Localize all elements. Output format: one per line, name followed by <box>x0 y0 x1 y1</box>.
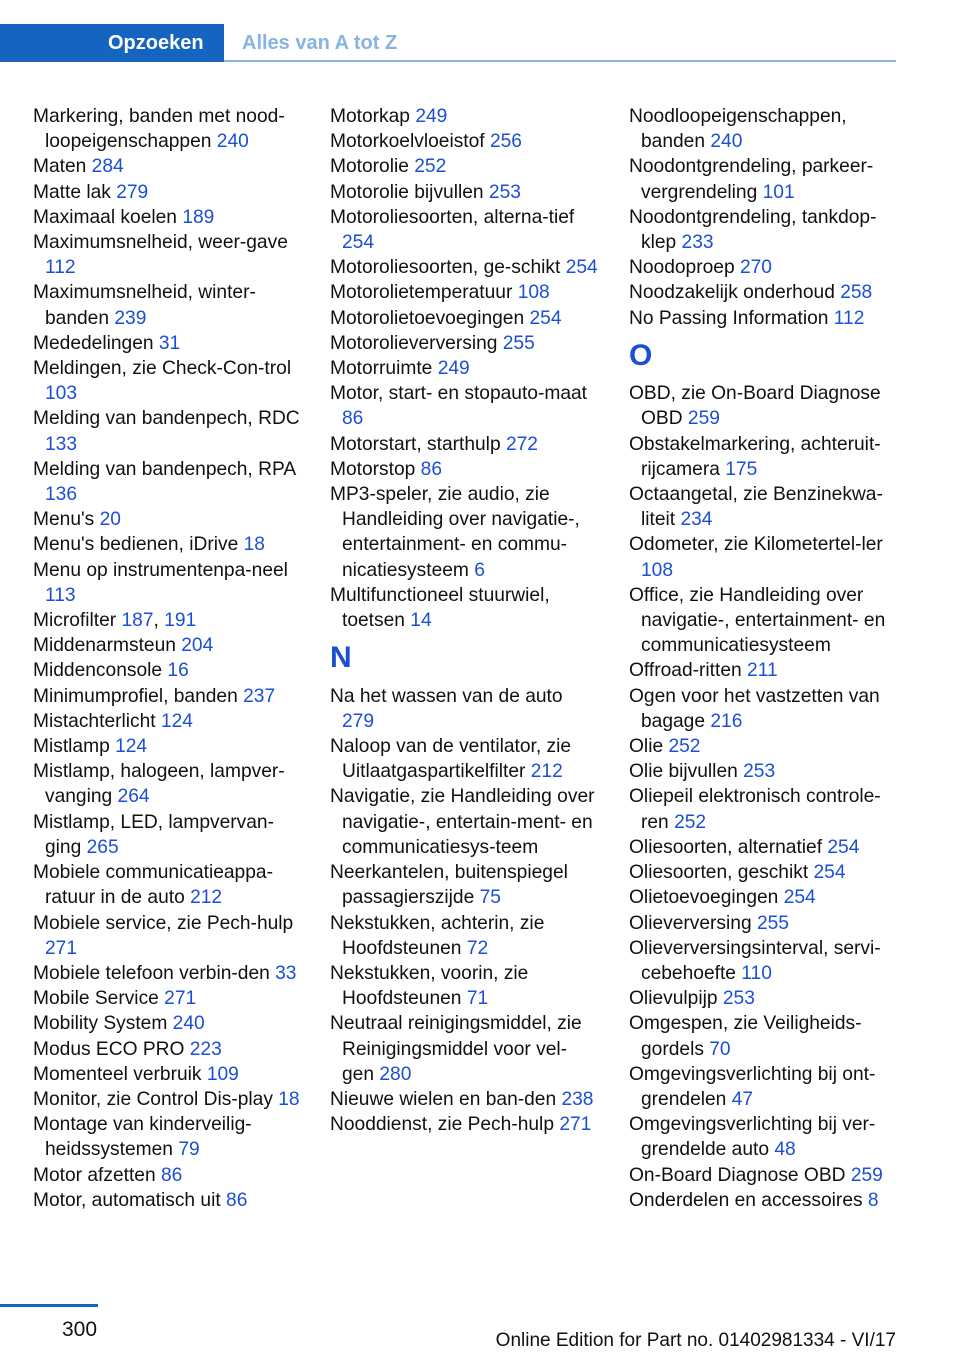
index-term: Motorkap <box>330 106 416 127</box>
index-entry <box>33 1163 301 1188</box>
page-link[interactable]: 238 <box>561 1088 594 1110</box>
index-entry <box>330 784 598 860</box>
index-entry <box>629 885 897 910</box>
index-term: Office, zie Handleiding over navigatie-, entertainment- en communicatiesysteem <box>629 584 886 657</box>
page-link[interactable]: 272 <box>505 433 538 455</box>
index-term: Motorolie <box>330 156 415 178</box>
page-link[interactable]: 256 <box>489 131 522 153</box>
page-link[interactable]: 18 <box>278 1088 300 1110</box>
index-term: Mobiele telefoon verbin‐den <box>33 962 276 984</box>
page-link[interactable]: 253 <box>743 761 776 783</box>
index-term: Matte lak <box>33 181 117 203</box>
index-term: Oliesoorten, alternatief <box>629 836 828 858</box>
index-term: Octaangetal, zie Benzinekwa‐liteit <box>629 484 883 531</box>
index-entry <box>33 986 301 1011</box>
page-link[interactable]: 20 <box>99 509 121 531</box>
index-term: Modus ECO PRO <box>33 1038 190 1060</box>
page-link[interactable]: 133 <box>45 433 78 455</box>
page-link[interactable]: 189 <box>182 206 215 228</box>
page-link[interactable]: 33 <box>275 962 297 984</box>
index-term: Odometer, zie Kilometertel‐ler <box>629 534 883 556</box>
page-link[interactable]: 71 <box>466 988 489 1010</box>
page-link[interactable]: 103 <box>45 383 78 405</box>
page-link[interactable]: 86 <box>342 408 364 430</box>
index-entry <box>33 180 301 205</box>
index-term: Olievulpijp <box>629 988 723 1010</box>
index-entry <box>629 205 897 255</box>
page-link[interactable]: 212 <box>190 887 223 909</box>
index-entry <box>629 759 897 784</box>
page-link[interactable]: 240 <box>710 131 743 153</box>
index-entry <box>33 532 301 557</box>
index-term: Navigatie, zie Handleiding over navigatie-, entertain‐ment- en communicatiesys‐teem <box>330 786 595 858</box>
index-term: Noodloopeigenschappen, banden <box>629 106 847 153</box>
index-term: Offroad-ritten <box>629 660 748 682</box>
index-entry <box>33 1011 301 1036</box>
index-entry <box>629 986 897 1011</box>
index-term: Mistlamp <box>33 736 116 758</box>
index-term: Nekstukken, achterin, zie Hoofdsteunen <box>330 912 545 959</box>
index-entry <box>33 280 301 330</box>
index-entry <box>33 1037 301 1062</box>
index-term: Olietoevoegingen <box>629 887 784 909</box>
page-link[interactable]: 237 <box>243 685 276 707</box>
index-term: Motorolieverversing <box>330 332 503 354</box>
index-term: Monitor, zie Control Dis‐play <box>33 1088 279 1110</box>
index-term: Momenteel verbruik <box>33 1063 207 1085</box>
page-link[interactable]: 18 <box>243 534 265 556</box>
index-entry <box>33 1188 301 1213</box>
header-tabs <box>0 24 960 62</box>
index-column-2 <box>330 104 598 1137</box>
index-term: MP3-speler, zie audio, zie Handleiding over navigatie-, entertainment- en commu‐nicatiesysteem <box>330 484 580 581</box>
index-column-3 <box>629 104 897 1213</box>
index-term: Olie bijvullen <box>629 761 744 783</box>
page-link[interactable]: 249 <box>437 358 470 380</box>
index-term: No Passing Information <box>629 307 834 329</box>
section-letter: O <box>629 338 653 372</box>
index-entry <box>629 1011 897 1061</box>
index-term: Menu's <box>33 509 100 531</box>
page-link[interactable]: 204 <box>181 635 214 657</box>
index-entry <box>330 432 598 457</box>
index-entry <box>33 230 301 280</box>
index-entry <box>629 1062 897 1112</box>
index-entry <box>330 684 598 734</box>
page-link[interactable]: 70 <box>709 1038 731 1060</box>
edition-note: Online Edition for Part no. 01402981334 - VI/17 <box>495 1330 896 1351</box>
index-term: Ogen voor het vastzetten van bagage <box>629 685 880 732</box>
index-term: Motorstop <box>330 458 421 480</box>
index-term: Multifunctioneel stuurwiel, toetsen <box>330 584 550 632</box>
index-term: Obstakelmarkering, achteruit‐rijcamera <box>629 433 881 480</box>
index-entry <box>629 482 897 532</box>
index-term: Markering, banden met nood‐loopeigenschappen <box>33 106 285 153</box>
page-link[interactable]: 124 <box>160 710 193 732</box>
index-entry <box>629 1163 897 1188</box>
index-term: Maten <box>33 156 92 178</box>
page-link[interactable]: 175 <box>725 458 758 480</box>
page-link[interactable]: 8 <box>867 1189 879 1211</box>
page-link[interactable]: 234 <box>680 509 713 531</box>
index-term: Middenconsole <box>33 660 168 682</box>
index-term: Noodoproep <box>629 257 740 279</box>
index-entry <box>33 356 301 406</box>
page-link[interactable]: 284 <box>91 156 124 178</box>
index-term: Motorolietoevoegingen <box>330 307 530 329</box>
index-entry <box>33 860 301 910</box>
page-link[interactable]: 252 <box>674 811 707 833</box>
index-term: Motor afzetten <box>33 1164 161 1186</box>
page-link[interactable]: 239 <box>114 307 147 329</box>
page-link[interactable]: 86 <box>420 458 442 480</box>
index-term: Motorolie bijvullen <box>330 181 489 203</box>
tab-alles-van-a-tot-z[interactable]: Alles van A tot Z <box>242 32 398 54</box>
page-link[interactable]: 254 <box>529 307 562 329</box>
index-term: Motorstart, starthulp <box>330 433 506 455</box>
index-entry <box>330 860 598 910</box>
index-entry <box>629 532 897 582</box>
page-link[interactable]: 14 <box>410 610 432 632</box>
index-entry <box>629 381 897 431</box>
index-entry <box>330 381 598 431</box>
page-link[interactable]: 252 <box>414 156 447 178</box>
index-entry <box>629 1112 897 1162</box>
index-term: Na het wassen van de auto <box>330 685 563 707</box>
index-entry <box>330 129 598 154</box>
page-link[interactable]: 108 <box>641 559 674 581</box>
page-link[interactable]: 108 <box>517 282 550 304</box>
index-term: Olieverversingsinterval, servi‐cebehoefte <box>629 937 881 984</box>
page-link[interactable]: 254 <box>783 887 816 909</box>
index-entry <box>33 1062 301 1087</box>
index-entry <box>33 633 301 658</box>
page-link[interactable]: 254 <box>342 232 375 254</box>
index-term: Nieuwe wielen en ban‐den <box>330 1088 562 1110</box>
index-entry <box>33 205 301 230</box>
page-link[interactable]: 271 <box>164 988 197 1010</box>
page-link[interactable]: 233 <box>681 232 714 254</box>
page-link[interactable]: 253 <box>488 181 521 203</box>
tab-opzoeken[interactable]: Opzoeken <box>0 24 224 62</box>
index-entry <box>629 860 897 885</box>
index-entry <box>33 734 301 759</box>
index-term: Omgevingsverlichting bij ont‐grendelen <box>629 1063 876 1110</box>
index-entry <box>33 1087 301 1112</box>
page-link[interactable]: 258 <box>840 282 873 304</box>
index-term: Mistachterlicht <box>33 710 161 732</box>
index-term: Motorolietemperatuur <box>330 282 518 304</box>
index-column-1 <box>33 104 301 1213</box>
index-term: Neerkantelen, buitenspiegel passagierszijde <box>330 862 568 909</box>
page-link[interactable]: 101 <box>762 181 795 203</box>
index-term: Menu op instrumentenpa‐neel <box>33 559 288 581</box>
index-term: Oliesoorten, geschikt <box>629 862 814 884</box>
index-entry <box>330 911 598 961</box>
section-letter: N <box>330 641 352 675</box>
index-entry <box>330 734 598 784</box>
page-link[interactable]: 124 <box>115 736 148 758</box>
page-link[interactable]: 254 <box>813 862 846 884</box>
page-link[interactable]: 265 <box>86 836 119 858</box>
index-entry <box>33 104 301 154</box>
page-link[interactable]: 279 <box>116 181 149 203</box>
page-link[interactable]: 259 <box>687 408 720 430</box>
index-term: Mobile Service <box>33 988 165 1010</box>
index-term: Olie <box>629 736 669 758</box>
page-link[interactable]: 259 <box>850 1164 883 1186</box>
page-link[interactable]: 112 <box>45 257 76 279</box>
index-entry <box>629 255 897 280</box>
index-entry <box>330 104 598 129</box>
index-entry <box>330 331 598 356</box>
page-link[interactable]: 280 <box>379 1063 412 1085</box>
page-link[interactable]: 254 <box>565 257 598 279</box>
index-entry <box>629 734 897 759</box>
index-entry <box>330 356 598 381</box>
index-entry <box>33 911 301 961</box>
page-link[interactable]: 75 <box>479 887 501 909</box>
index-entry <box>330 280 598 305</box>
index-entry <box>629 154 897 204</box>
index-entry <box>33 331 301 356</box>
page-separator: , <box>153 610 165 632</box>
page-link[interactable]: 249 <box>415 106 448 127</box>
index-entry <box>330 1112 598 1137</box>
index-entry <box>629 684 897 734</box>
index-term: OBD, zie On-Board Diagnose OBD <box>629 383 881 430</box>
page-link[interactable]: 6 <box>474 559 485 581</box>
index-entry <box>629 583 897 659</box>
index-term: Mistlamp, halogeen, lampver‐vanging <box>33 761 285 808</box>
index-entry <box>629 784 897 834</box>
page-link[interactable]: 270 <box>739 257 772 279</box>
index-term: Melding van bandenpech, RDC <box>33 408 300 430</box>
index-term: Neutraal reinigingsmiddel, zie Reinigingsmiddel voor vel‐gen <box>330 1013 582 1085</box>
index-entry <box>33 507 301 532</box>
page-link[interactable]: 109 <box>206 1063 239 1085</box>
index-entry <box>33 961 301 986</box>
page-link[interactable]: 255 <box>756 912 789 934</box>
index-entry <box>330 154 598 179</box>
index-entry <box>629 306 897 331</box>
page-link[interactable]: 112 <box>833 307 865 329</box>
index-term: Montage van kinderveilig‐heidssystemen <box>33 1114 252 1161</box>
index-entry <box>629 432 897 482</box>
index-entry <box>33 684 301 709</box>
page-link[interactable]: 187 <box>121 610 154 632</box>
index-entry <box>629 658 897 683</box>
page-link[interactable]: 31 <box>158 332 181 354</box>
index-term: On-Board Diagnose OBD <box>629 1164 851 1186</box>
index-entry <box>330 205 598 255</box>
page-link[interactable]: 47 <box>731 1088 754 1110</box>
index-entry <box>330 457 598 482</box>
index-entry <box>33 759 301 809</box>
page-link[interactable]: 216 <box>710 710 743 732</box>
page-link[interactable]: 279 <box>342 710 375 732</box>
index-term: Motoroliesoorten, ge‐schikt <box>330 257 566 279</box>
index-entry <box>33 608 301 633</box>
page-link[interactable]: 271 <box>559 1114 592 1136</box>
index-entry <box>330 961 598 1011</box>
page-link[interactable]: 16 <box>167 660 189 682</box>
page-link[interactable]: 72 <box>466 937 489 959</box>
page-link[interactable]: 240 <box>172 1013 205 1035</box>
index-term: Omgespen, zie Veiligheids‐gordels <box>629 1013 862 1060</box>
index-entry <box>33 709 301 734</box>
index-entry <box>629 1188 897 1213</box>
page-link[interactable]: 212 <box>530 761 563 783</box>
index-term: Naloop van de ventilator, zie Uitlaatgaspartikelfilter <box>330 736 572 783</box>
page-link[interactable]: 254 <box>827 836 860 858</box>
index-entry <box>33 154 301 179</box>
index-entry <box>629 911 897 936</box>
index-term: Mobiele service, zie Pech‐hulp <box>33 912 294 934</box>
index-term: Motor, start- en stopauto‐maat <box>330 383 588 405</box>
index-term: Noodontgrendeling, parkeer‐vergrendeling <box>629 156 874 203</box>
page-link[interactable]: 271 <box>45 937 78 959</box>
index-entry <box>33 457 301 507</box>
page-link[interactable]: 191 <box>164 610 197 632</box>
index-term: Motoroliesoorten, alterna‐tief <box>330 206 575 228</box>
page-link[interactable]: 253 <box>722 988 755 1010</box>
header-divider <box>224 60 896 62</box>
index-term: Motorkoelvloeistof <box>330 131 490 153</box>
index-entry <box>330 255 598 280</box>
index-term: Melding van bandenpech, RPA <box>33 458 296 480</box>
index-entry <box>33 406 301 456</box>
page-link[interactable]: 223 <box>189 1038 222 1060</box>
index-entry <box>330 1087 598 1112</box>
index-term: Maximumsnelheid, weer‐gave <box>33 232 288 254</box>
index-entry <box>629 835 897 860</box>
index-entry <box>33 658 301 683</box>
index-entry <box>629 280 897 305</box>
index-term: Menu's bedienen, iDrive <box>33 534 244 556</box>
index-entry <box>629 936 897 986</box>
index-term: Mistlamp, LED, lampvervan‐ging <box>33 811 274 858</box>
page-link[interactable]: 86 <box>226 1189 248 1211</box>
page-link[interactable]: 211 <box>747 660 778 682</box>
index-term: Middenarmsteun <box>33 635 182 657</box>
index-term: Mobility System <box>33 1013 173 1035</box>
index-entry <box>330 583 598 633</box>
index-entry <box>33 810 301 860</box>
index-entry <box>330 306 598 331</box>
index-term: Motor, automatisch uit <box>33 1189 227 1211</box>
page-number: 300 <box>62 1318 98 1341</box>
page-link[interactable]: 240 <box>216 131 249 153</box>
index-entry <box>33 1112 301 1162</box>
index-entry <box>629 104 897 154</box>
index-entry <box>33 558 301 608</box>
page-link[interactable]: 255 <box>502 332 535 354</box>
page-link[interactable]: 113 <box>45 584 76 606</box>
page-link[interactable]: 136 <box>45 484 78 506</box>
index-entry <box>330 1011 598 1087</box>
index-term: Microfilter <box>33 610 122 632</box>
index-term: Motorruimte <box>330 358 438 380</box>
page-link[interactable]: 48 <box>774 1139 796 1161</box>
index-term: Nooddienst, zie Pech‐hulp <box>330 1114 560 1136</box>
index-term: Omgevingsverlichting bij ver‐grendelde auto <box>629 1114 876 1161</box>
index-term: Mededelingen <box>33 332 159 354</box>
index-term: Noodontgrendeling, tankdop‐klep <box>629 206 877 254</box>
page-link[interactable]: 252 <box>668 736 701 758</box>
index-entry <box>330 180 598 205</box>
index-term: Olieverversing <box>629 912 757 934</box>
index-term: Onderdelen en accessoires <box>629 1189 868 1211</box>
index-term: Maximumsnelheid, winter‐banden <box>33 282 256 329</box>
index-entry <box>330 482 598 583</box>
index-term: Nekstukken, voorin, zie Hoofdsteunen <box>330 962 529 1010</box>
page-link[interactable]: 79 <box>178 1139 200 1161</box>
page-link[interactable]: 110 <box>741 962 772 984</box>
page-link[interactable]: 86 <box>160 1164 183 1186</box>
index-term: Minimumprofiel, banden <box>33 685 244 707</box>
page-link[interactable]: 264 <box>117 786 150 808</box>
index-term: Meldingen, zie Check-Con‐trol <box>33 358 292 380</box>
index-term: Maximaal koelen <box>33 206 183 228</box>
index-term: Oliepeil elektronisch controle‐ren <box>629 786 881 833</box>
footer-accent-line <box>0 1304 98 1307</box>
index-term: Mobiele communicatieappa‐ratuur in de auto <box>33 862 273 909</box>
index-term: Noodzakelijk onderhoud <box>629 282 841 304</box>
